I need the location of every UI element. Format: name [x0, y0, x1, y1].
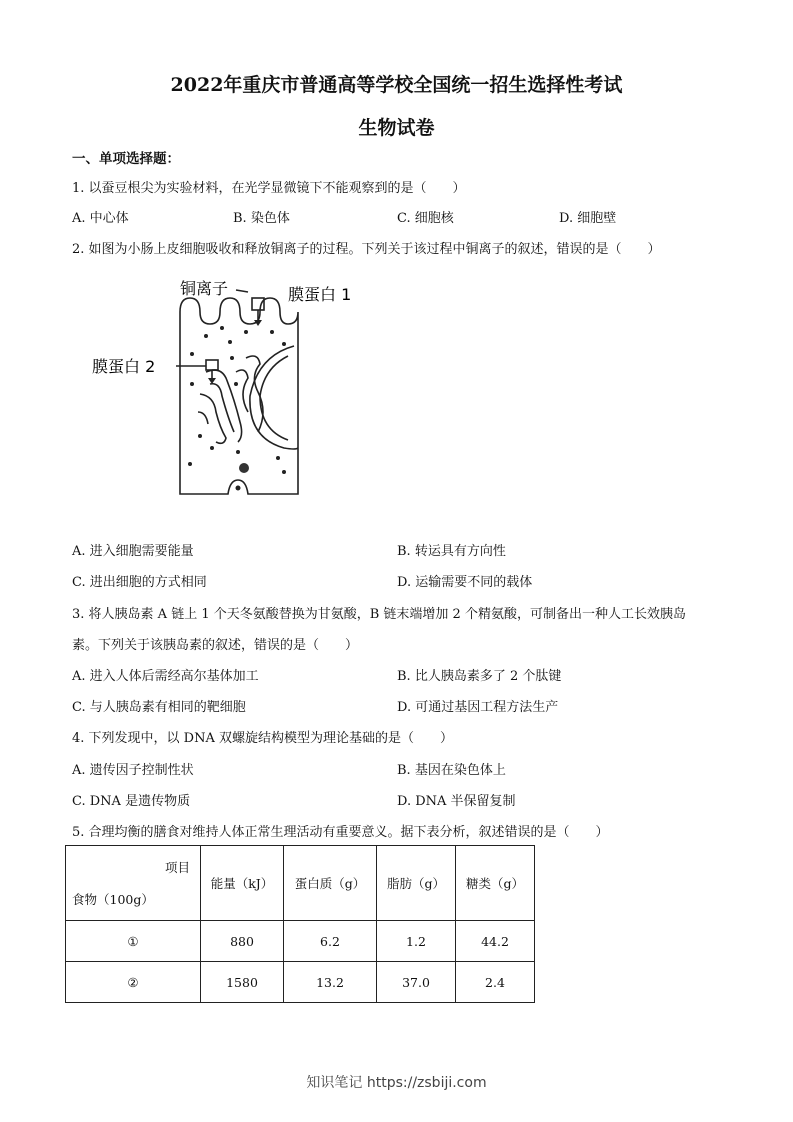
question-2-option-a: A. 进入细胞需要能量 [72, 544, 194, 559]
nutrition-table [65, 845, 535, 1003]
column-header-sugar: 糖类（g） [456, 846, 535, 921]
question-5-stem: 5. 合理均衡的膳食对维持人体正常生理活动有重要意义。据下表分析，叙述错误的是（ ） [72, 825, 609, 840]
row-label: ① [66, 921, 201, 962]
table-cell: 1580 [201, 962, 284, 1003]
question-4-stem: 4. 下列发现中，以 DNA 双螺旋结构模型为理论基础的是（ ） [72, 731, 453, 746]
paper-subtitle: 生物试卷 [358, 117, 435, 139]
membrane-protein-1-shape [252, 298, 264, 310]
question-3-stem-line-1: 3. 将人胰岛素 A 链上 1 个天冬氨酸替换为甘氨酸，B 链末端增加 2 个精氨酸，可制备出一种人工长效胰岛 [72, 607, 686, 622]
question-3-stem-line-2: 素。下列关于该胰岛素的叙述，错误的是（ ） [72, 638, 359, 653]
table-row [66, 921, 535, 962]
question-3-option-b: B. 比人胰岛素多了 2 个肽键 [397, 669, 562, 684]
paper-title: 2022年重庆市普通高等学校全国统一招生选择性考试 [170, 74, 623, 96]
question-2-option-c: C. 进出细胞的方式相同 [72, 575, 207, 590]
cell-diagram [88, 272, 378, 508]
table-cell: 2.4 [456, 962, 535, 1003]
table-row [66, 962, 535, 1003]
membrane-protein-2-shape [206, 360, 218, 370]
footer-watermark: 知识笔记 https://zsbiji.com [306, 1075, 487, 1091]
table-cell: 1.2 [377, 921, 456, 962]
question-1-option-b: B. 染色体 [233, 211, 290, 226]
label-membrane-protein-2: 膜蛋白 2 [92, 357, 156, 376]
column-header-protein: 蛋白质（g） [284, 846, 377, 921]
question-4-option-a: A. 遗传因子控制性状 [72, 763, 194, 778]
table-cell: 6.2 [284, 921, 377, 962]
question-1-option-c: C. 细胞核 [397, 211, 454, 226]
label-copper-ion: 铜离子 [180, 279, 229, 298]
nucleus [250, 346, 298, 449]
question-2-option-b: B. 转运具有方向性 [397, 544, 506, 559]
table-header-row [66, 846, 535, 921]
question-4-option-c: C. DNA 是遗传物质 [72, 794, 191, 809]
header-food-label: 食物（100g） [72, 892, 154, 907]
table-cell: 44.2 [456, 921, 535, 962]
question-3-option-d: D. 可通过基因工程方法生产 [397, 700, 559, 715]
table-cell: 880 [201, 921, 284, 962]
column-header-energy: 能量（kJ） [201, 846, 284, 921]
header-item-label: 项目 [164, 860, 190, 875]
question-1-option-a: A. 中心体 [72, 211, 129, 226]
question-1-option-d: D. 细胞壁 [559, 211, 617, 226]
question-4-option-b: B. 基因在染色体上 [397, 763, 506, 778]
label-membrane-protein-1: 膜蛋白 1 [288, 285, 352, 304]
row-label: ② [66, 962, 201, 1003]
question-4-option-d: D. DNA 半保留复制 [397, 794, 516, 809]
question-2-option-d: D. 运输需要不同的载体 [397, 575, 533, 590]
question-1-stem: 1. 以蚕豆根尖为实验材料，在光学显微镜下不能观察到的是（ ） [72, 181, 466, 196]
table-cell: 37.0 [377, 962, 456, 1003]
question-3-option-a: A. 进入人体后需经高尔基体加工 [72, 669, 259, 684]
table-cell: 13.2 [284, 962, 377, 1003]
cell-membrane [180, 298, 298, 494]
question-3-option-c: C. 与人胰岛素有相同的靶细胞 [72, 700, 246, 715]
question-2-stem: 2. 如图为小肠上皮细胞吸收和释放铜离子的过程。下列关于该过程中铜离子的叙述，错误的是（ ） [72, 242, 661, 257]
section-heading: 一、单项选择题： [72, 151, 180, 167]
table-corner-header [66, 846, 201, 921]
column-header-fat: 脂肪（g） [377, 846, 456, 921]
